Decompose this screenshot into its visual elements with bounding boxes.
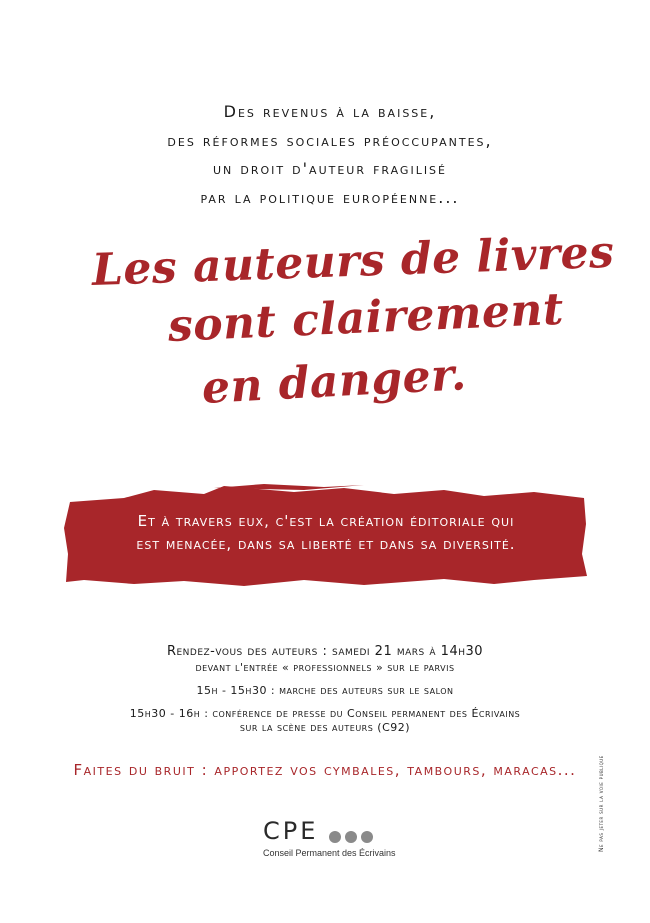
cpe-logo bbox=[263, 817, 423, 867]
intro-line: des réformes sociales préoccupantes, bbox=[167, 130, 493, 150]
banner-line: est menacée, dans sa liberté et dans sa diversité. bbox=[136, 535, 516, 553]
headline-line: en danger. bbox=[200, 349, 468, 414]
conference-line: 15h30 - 16h : conférence de presse du Conseil permanent des Écrivains bbox=[129, 707, 521, 720]
logo-name: Conseil Permanent des Écrivains bbox=[263, 848, 396, 858]
headline-line: sont clairement bbox=[166, 283, 565, 352]
intro-line: par la politique européenne... bbox=[200, 187, 460, 207]
conference-location: sur la scène des auteurs (C92) bbox=[239, 721, 411, 734]
side-note: Ne pas jeter sur la voie publique bbox=[598, 755, 605, 852]
rendezvous-location: devant l'entrée « professionnels » sur le parvis bbox=[195, 661, 455, 674]
intro-line: Des revenus à la baisse, bbox=[223, 102, 437, 121]
intro-line: un droit d'auteur fragilisé bbox=[212, 159, 447, 178]
red-banner bbox=[64, 484, 588, 588]
make-noise-callout: Faites du bruit : apportez vos cymbales, tambours, maracas... bbox=[73, 761, 577, 779]
banner-text bbox=[64, 510, 588, 556]
logo-dots-icon bbox=[329, 828, 377, 847]
rendezvous-line: Rendez-vous des auteurs : samedi 21 mars à 14h30 bbox=[166, 644, 484, 659]
intro-text bbox=[60, 98, 600, 212]
march-line: 15h - 15h30 : marche des auteurs sur le salon bbox=[196, 684, 454, 697]
logo-acronym: CPE bbox=[263, 817, 319, 845]
banner-line: Et à travers eux, c'est la création éditoriale qui bbox=[137, 512, 515, 530]
headline-line: Les auteurs de livres bbox=[91, 226, 616, 296]
schedule bbox=[60, 643, 590, 735]
